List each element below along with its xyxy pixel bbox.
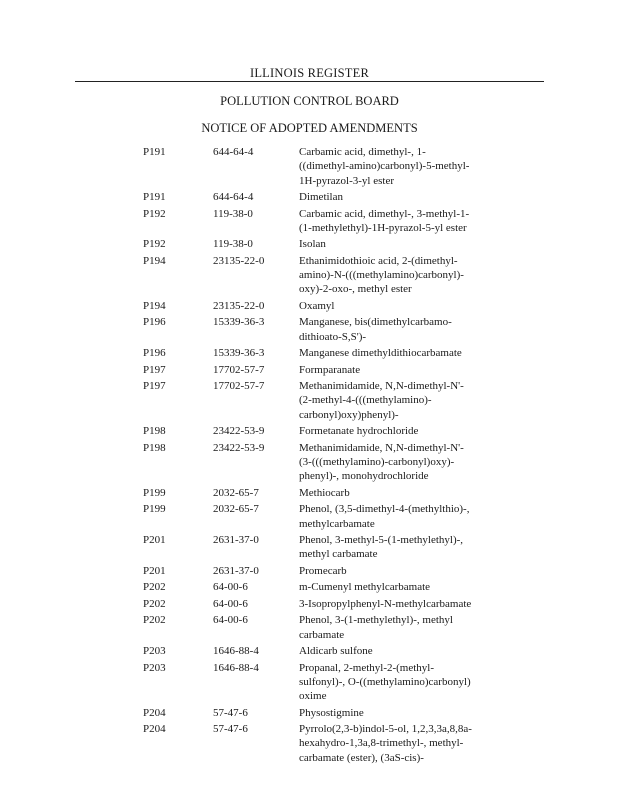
waste-code-cell: P191	[143, 191, 166, 204]
table-row	[143, 564, 523, 578]
waste-code-cell: P196	[143, 316, 166, 329]
substance-name-cell: Aldicarb sulfone	[299, 645, 373, 658]
substance-name-cell: Phenol, 3-methyl-5-(1-methylethyl)-, methyl carbamate	[299, 534, 464, 561]
waste-code-cell: P198	[143, 441, 166, 454]
waste-code-cell: P204	[143, 723, 166, 736]
substance-name-cell: Methanimidamide, N,N-dimethyl-N'- (2-methyl-4-(((methylamino)- carbonyl)oxy)phenyl)-	[299, 380, 464, 421]
cas-number-cell: 119-38-0	[213, 238, 253, 251]
waste-code-cell: P194	[143, 299, 166, 312]
cas-number-cell: 15339-36-3	[213, 316, 265, 329]
substance-name-cell: Isolan	[299, 238, 326, 251]
table-row	[143, 661, 523, 704]
table-row	[143, 502, 523, 531]
table-row	[143, 580, 523, 594]
cas-number-cell: 2032-65-7	[213, 486, 259, 499]
table-row	[143, 346, 523, 360]
substance-name-cell: Propanal, 2-methyl-2-(methyl- sulfonyl)-, O-((methylamino)carbonyl) oxime	[299, 661, 471, 703]
waste-code-cell: P203	[143, 661, 166, 674]
cas-number-cell: 1646-88-4	[213, 645, 259, 658]
table-row	[143, 424, 523, 438]
substance-name-cell: Ethanimidothioic acid, 2-(dimethyl- amino)-N-(((methylamino)carbonyl)- oxy)-2-oxo-, methyl ester	[299, 254, 464, 296]
waste-code-cell: P202	[143, 581, 166, 594]
substance-name-cell: Phenol, 3-(1-methylethyl)-, methyl carbamate	[299, 614, 453, 641]
notice-title: NOTICE OF ADOPTED AMENDMENTS	[201, 121, 418, 135]
table-row	[143, 207, 523, 236]
hazardous-waste-table	[143, 145, 523, 767]
table-row	[143, 441, 523, 484]
waste-code-cell: P198	[143, 425, 166, 438]
substance-name-cell: Methiocarb	[299, 486, 350, 499]
cas-number-cell: 15339-36-3	[213, 347, 265, 360]
substance-name-cell: Formetanate hydrochloride	[299, 425, 419, 438]
substance-name-cell: Phenol, (3,5-dimethyl-4-(methylthio)-, methylcarbamate	[299, 503, 470, 530]
cas-number-cell: 1646-88-4	[213, 661, 259, 674]
table-row	[143, 533, 523, 562]
cas-number-cell: 644-64-4	[213, 191, 254, 204]
waste-code-cell: P201	[143, 564, 166, 577]
cas-number-cell: 23422-53-9	[213, 441, 265, 454]
cas-number-cell: 17702-57-7	[213, 363, 265, 376]
table-row	[143, 254, 523, 297]
waste-code-cell: P197	[143, 363, 166, 376]
waste-code-cell: P199	[143, 503, 166, 516]
table-row	[143, 613, 523, 642]
cas-number-cell: 644-64-4	[213, 146, 254, 158]
substance-name-cell: Oxamyl	[299, 299, 335, 312]
substance-name-cell: Manganese dimethyldithiocarbamate	[299, 347, 462, 360]
waste-code-cell: P204	[143, 706, 166, 719]
waste-code-cell: P192	[143, 238, 166, 251]
board-title: POLLUTION CONTROL BOARD	[220, 94, 399, 108]
cas-number-cell: 23135-22-0	[213, 254, 265, 267]
cas-number-cell: 2032-65-7	[213, 503, 259, 516]
table-row	[143, 190, 523, 204]
waste-code-cell: P201	[143, 534, 166, 547]
table-row	[143, 363, 523, 377]
table-row	[143, 722, 523, 765]
waste-code-cell: P199	[143, 486, 166, 499]
table-row	[143, 706, 523, 720]
substance-name-cell: Dimetilan	[299, 191, 343, 204]
table-row	[143, 145, 523, 188]
waste-code-cell: P203	[143, 645, 166, 658]
substance-name-cell: m-Cumenyl methylcarbamate	[299, 581, 431, 594]
cas-number-cell: 119-38-0	[213, 207, 253, 220]
waste-code-cell: P191	[143, 146, 166, 158]
substance-name-cell: Promecarb	[299, 564, 347, 577]
table-row	[143, 644, 523, 658]
waste-code-cell: P202	[143, 614, 166, 627]
substance-name-cell: Carbamic acid, dimethyl-, 3-methyl-1- (1-methylethyl)-1H-pyrazol-5-yl ester	[299, 207, 470, 234]
cas-number-cell: 57-47-6	[213, 706, 248, 719]
cas-number-cell: 2631-37-0	[213, 564, 259, 577]
cas-number-cell: 23422-53-9	[213, 425, 265, 438]
cas-number-cell: 64-00-6	[213, 597, 248, 610]
substance-name-cell: Carbamic acid, dimethyl-, 1- ((dimethyl-amino)carbonyl)-5-methyl- 1H-pyrazol-3-yl ester	[299, 146, 470, 187]
substance-name-cell: 3-Isopropylphenyl-N-methylcarbamate	[299, 597, 472, 610]
table-row	[143, 299, 523, 313]
waste-code-cell: P194	[143, 254, 166, 267]
substance-name-cell: Physostigmine	[299, 706, 364, 719]
cas-number-cell: 17702-57-7	[213, 380, 265, 393]
table-row	[143, 315, 523, 344]
cas-number-cell: 57-47-6	[213, 723, 248, 736]
cas-number-cell: 64-00-6	[213, 614, 248, 627]
cas-number-cell: 2631-37-0	[213, 534, 259, 547]
register-header: ILLINOIS REGISTER	[249, 66, 369, 80]
waste-code-cell: P197	[143, 380, 166, 393]
waste-code-cell: P202	[143, 597, 166, 610]
waste-code-cell: P196	[143, 347, 166, 360]
substance-name-cell: Methanimidamide, N,N-dimethyl-N'- (3-(((methylamino)-carbonyl)oxy)- phenyl)-, monohydrochloride	[299, 441, 464, 483]
waste-code-cell: P192	[143, 207, 166, 220]
table-row	[143, 486, 523, 500]
cas-number-cell: 64-00-6	[213, 581, 248, 594]
substance-name-cell: Manganese, bis(dimethylcarbamo- dithioato-S,S')-	[299, 316, 452, 343]
header-rule	[75, 81, 544, 82]
substance-name-cell: Formparanate	[299, 363, 361, 376]
table-row	[143, 597, 523, 611]
table-row	[143, 379, 523, 422]
substance-name-cell: Pyrrolo(2,3-b)indol-5-ol, 1,2,3,3a,8,8a- hexahydro-1,3a,8-trimethyl-, methyl- carbamate (ester), (3aS-cis)-	[299, 723, 472, 764]
cas-number-cell: 23135-22-0	[213, 299, 265, 312]
table-row	[143, 237, 523, 251]
